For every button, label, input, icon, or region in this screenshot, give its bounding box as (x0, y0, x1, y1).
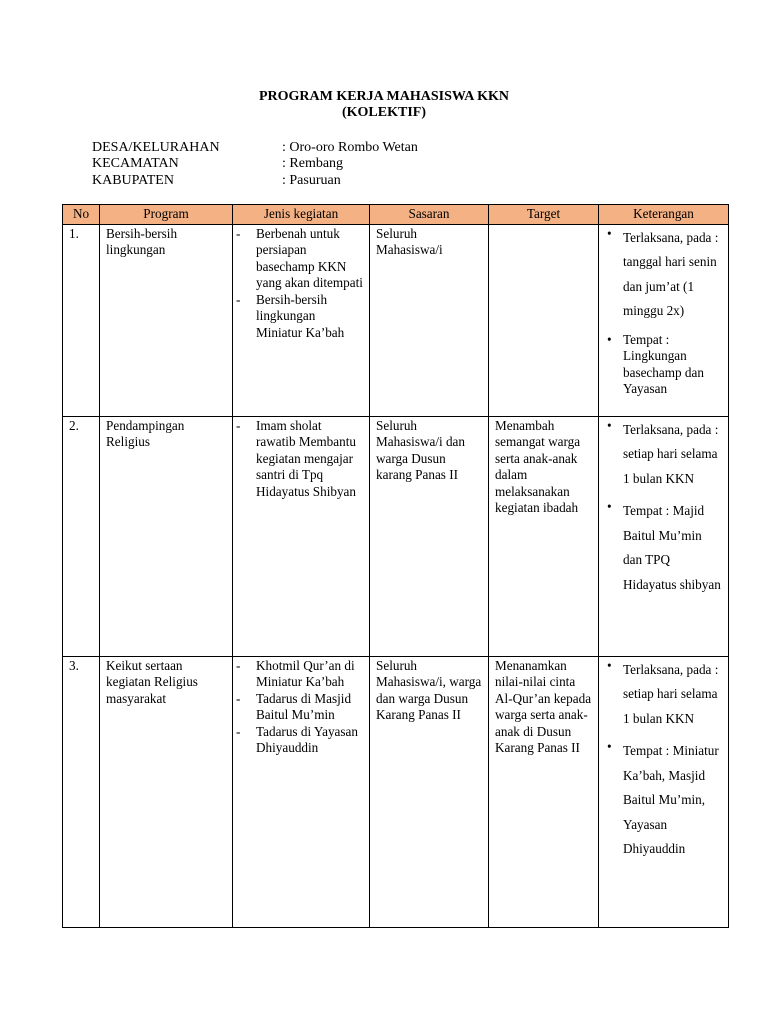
bullet-icon: • (607, 499, 612, 514)
program-cell: Pendampingan Religius (100, 416, 233, 656)
list-item: • Terlaksana, pada : setiap hari selama 1 bulan KKN (607, 417, 719, 486)
meta-value: : Rembang (282, 156, 344, 171)
target-cell: Menanamkan nilai-nilai cinta Al-Qur’an kepada warga serta anak-anak di Dusun Karang Panas II (489, 656, 599, 927)
list-item: - Tadarus di Yayasan Dhiyauddin (239, 724, 364, 757)
row-number: 1. (63, 224, 100, 416)
keterangan-cell (599, 656, 729, 927)
header-no: No (63, 205, 100, 225)
list-item: - Berbenah untuk persiapan basechamp KKN yang akan ditempati (239, 226, 364, 292)
program-table (62, 204, 729, 928)
row-number: 3. (63, 656, 100, 927)
list-item: • Tempat : Miniatur Ka’bah, Masjid Baitul Mu’min, Yayasan Dhiyauddin (607, 739, 719, 856)
document-subtitle: (KOLEKTIF) (341, 105, 426, 120)
list-item: • Tempat : Lingkungan basechamp dan Yayasan (607, 331, 704, 396)
header-keterangan: Keterangan (599, 205, 729, 225)
header-program: Program (100, 205, 233, 225)
list-item: • Terlaksana, pada : tanggal hari senin dan jum’at (1 minggu 2x) (607, 225, 719, 318)
sasaran-cell: Seluruh Mahasiswa/i dan warga Dusun karang Panas II (370, 416, 489, 656)
header-sasaran: Sasaran (370, 205, 489, 225)
table-row (63, 416, 729, 656)
bullet-icon: • (607, 417, 612, 433)
bullet-icon: • (607, 225, 612, 241)
meta-label: KECAMATAN (92, 156, 179, 171)
jenis-cell (233, 656, 370, 927)
meta-label: KABUPATEN (92, 173, 174, 188)
row-number: 2. (63, 416, 100, 656)
keterangan-cell (599, 224, 729, 416)
keterangan-cell (599, 416, 729, 656)
table-row (63, 656, 729, 927)
document-title: PROGRAM KERJA MAHASISWA KKN (258, 89, 510, 104)
header-target: Target (489, 205, 599, 225)
target-cell: Menambah semangat warga serta anak-anak dalam melaksanakan kegiatan ibadah (489, 416, 599, 656)
meta-label: DESA/KELURAHAN (92, 140, 220, 155)
header-jenis: Jenis kegiatan (233, 205, 370, 225)
program-cell: Bersih-bersih lingkungan (100, 224, 233, 416)
meta-value: : Pasuruan (282, 173, 341, 188)
list-item: - Bersih-bersih lingkungan Miniatur Ka’bah (239, 292, 364, 342)
bullet-icon: • (607, 657, 612, 673)
list-item: • Terlaksana, pada : setiap hari selama 1 bulan KKN (607, 657, 719, 726)
table-row (63, 224, 729, 416)
list-item: - Tadarus di Masjid Baitul Mu’min (239, 691, 364, 724)
list-item: • Tempat : Majid Baitul Mu’min dan TPQ Hidayatus shibyan (607, 499, 721, 592)
bullet-icon: • (607, 739, 612, 754)
target-cell (489, 224, 599, 416)
list-item: - Khotmil Qur’an di Miniatur Ka’bah (239, 658, 364, 691)
sasaran-cell: Seluruh Mahasiswa/i (370, 224, 489, 416)
meta-value: : Oro-oro Rombo Wetan (282, 140, 418, 155)
program-cell: Keikut sertaan kegiatan Religius masyarakat (100, 656, 233, 927)
jenis-cell (233, 416, 370, 656)
sasaran-cell: Seluruh Mahasiswa/i, warga dan warga Dusun Karang Panas II (370, 656, 489, 927)
bullet-icon: • (607, 331, 612, 347)
table-header-row (63, 205, 729, 225)
list-item: - Imam sholat rawatib Membantu kegiatan mengajar santri di Tpq Hidayatus Shibyan (239, 418, 364, 501)
jenis-cell (233, 224, 370, 416)
